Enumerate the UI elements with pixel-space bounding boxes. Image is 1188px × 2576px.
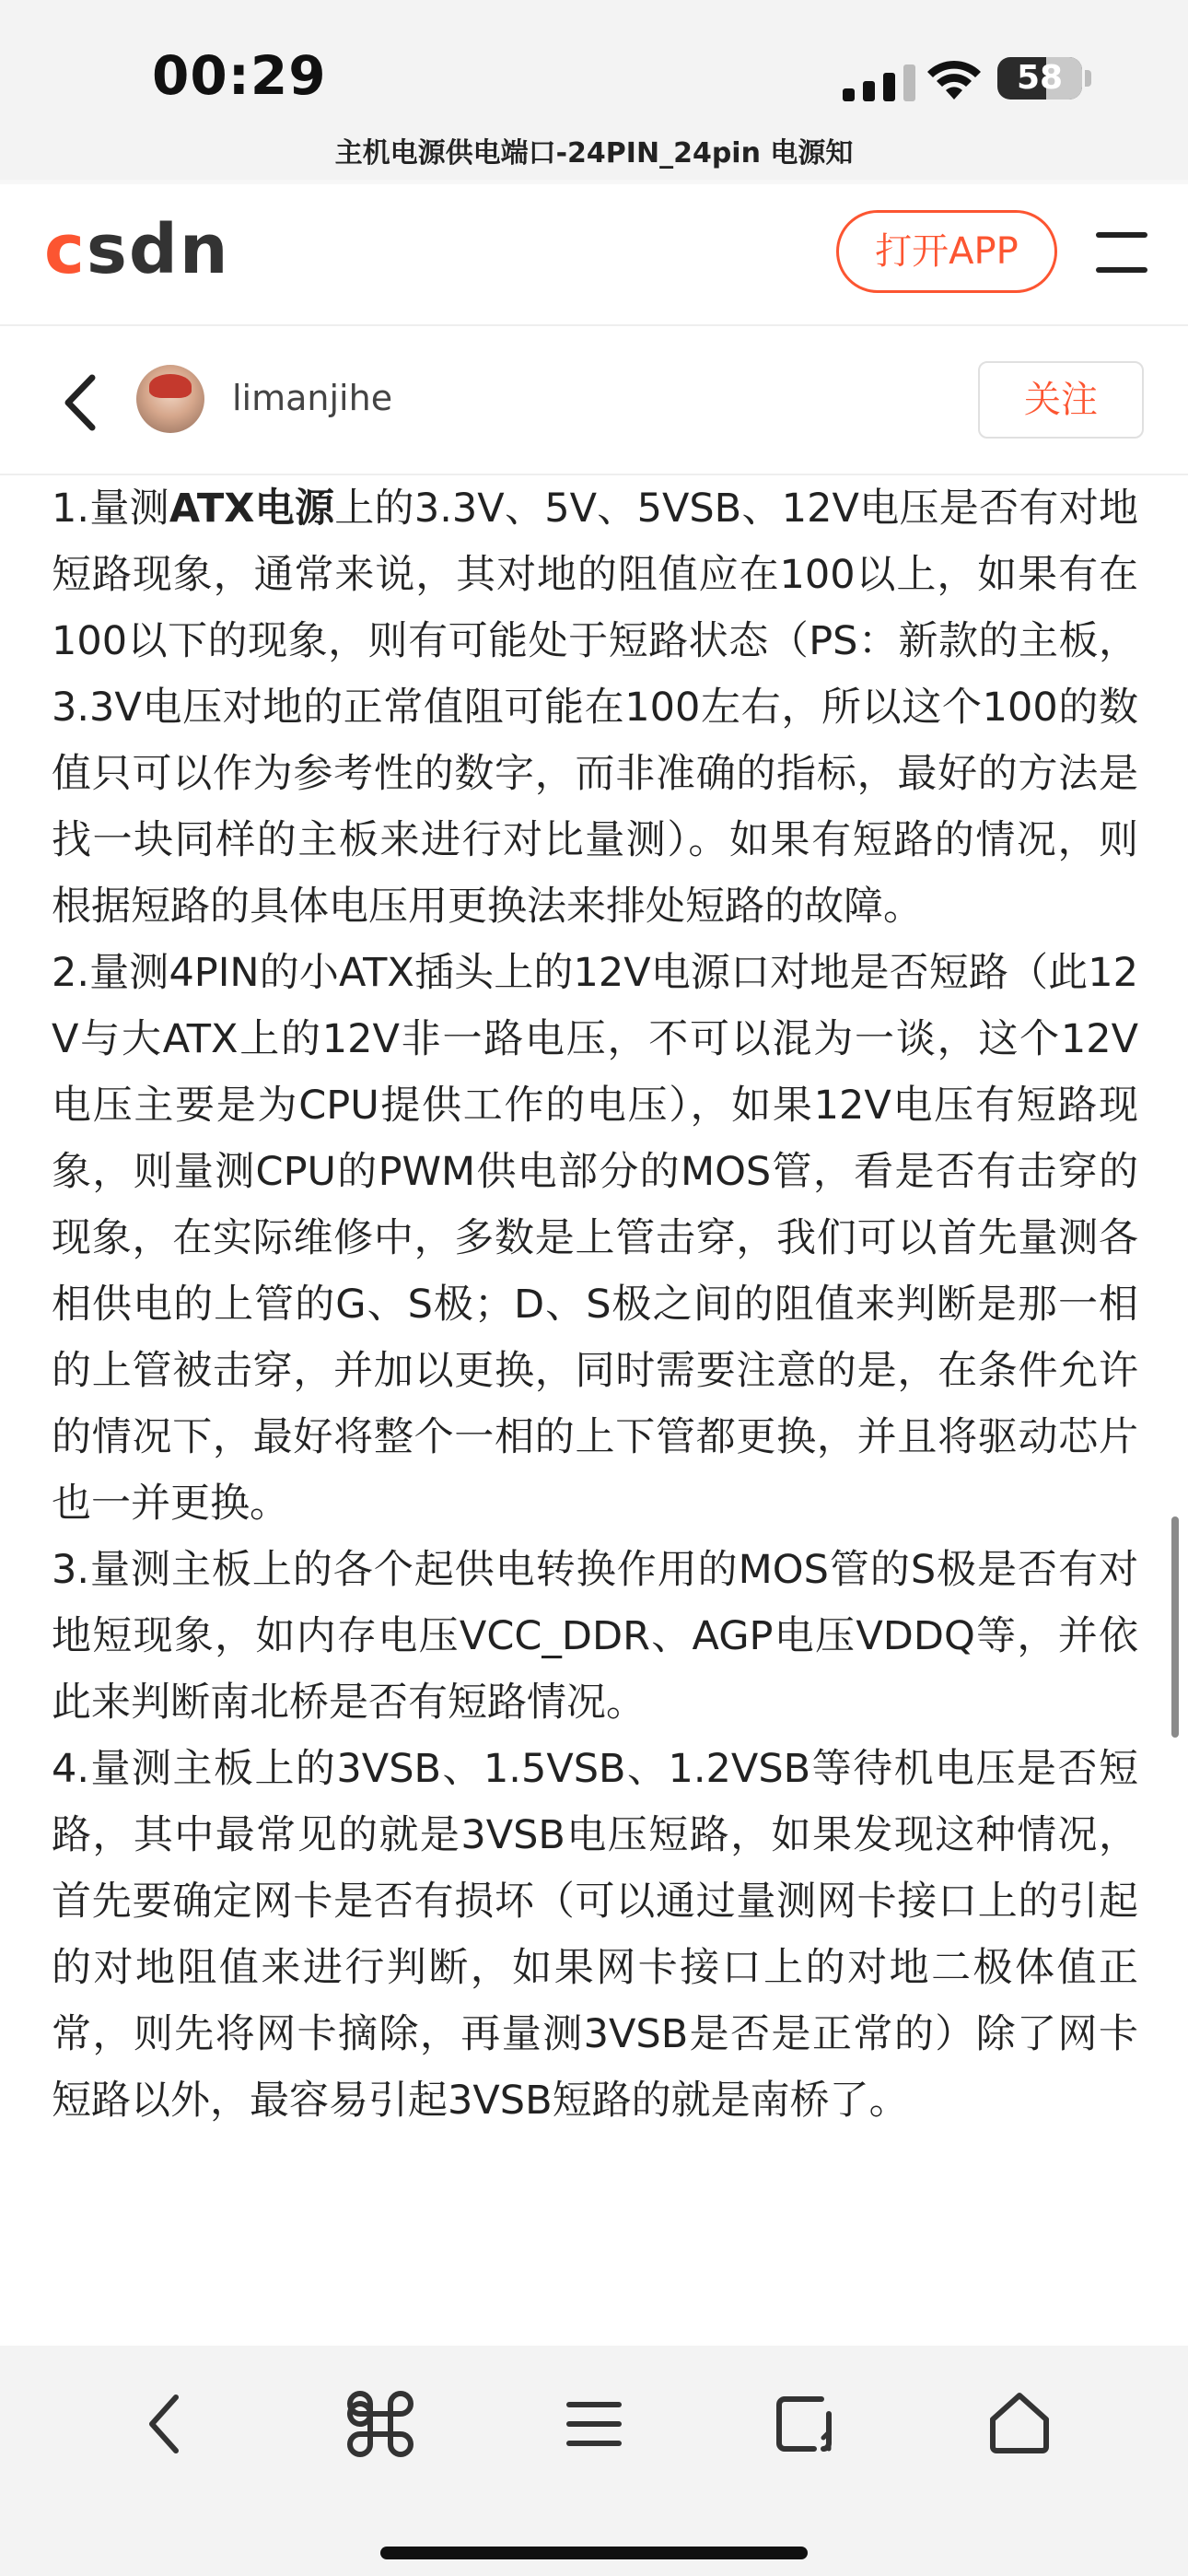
open-app-button[interactable]: 打开APP	[836, 210, 1057, 293]
p1-rest: 上的3.3V、5V、5VSB、12V电压是否有对地短路现象，通常来说，其对地的阻值应在100以上，如果有在100以下的现象，则有可能处于短路状态（PS：新款的主板，3.3V电压对地的正常值阻可能在100左右，所以这个100的数值只可以作为参考性的数字，而非准确的指标，最好的方法是找一块同样的主板来进行对比量测）。如果有短路的情况，则根据短路的具体电压用更换法来排处短路的故障。	[52, 486, 1138, 930]
article-paragraph-3: 3.量测主板上的各个起供电转换作用的MOS管的S极是否有对地短现象，如内存电压VCC_DDR、AGP电压VDDQ等，并依此来判断南北桥是否有短路情况。	[52, 1547, 1138, 1726]
vertical-scrollbar[interactable]	[1171, 1516, 1179, 1738]
menu-icon[interactable]	[553, 2383, 635, 2465]
home-icon[interactable]	[978, 2383, 1061, 2465]
browser-title-bar[interactable]	[0, 124, 1188, 180]
follow-button[interactable]: 关注	[978, 361, 1144, 439]
battery-tip	[1085, 70, 1091, 87]
status-time: 00:29	[152, 44, 327, 107]
logo-rest: sdn	[86, 210, 230, 289]
status-bar	[0, 0, 1188, 124]
tabs-icon[interactable]	[764, 2383, 847, 2465]
article-paragraph-2: 2.量测4PIN的小ATX插头上的12V电源口对地是否短路（此12V与大ATX上的12V非一路电压，不可以混为一谈，这个12V电压主要是为CPU提供工作的电压），如果12V电压有短路现象，则量测CPU的PWM供电部分的MOS管，看是否有击穿的现象，在实际维修中，多数是上管击穿，我们可以首先量测各相供电的上管的G、S极；D、S极之间的阻值来判断是那一相的上管被击穿，并加以更换，同时需要注意的是，在条件允许的情况下，最好将整个一相的上下管都更换，并且将驱动芯片也一并更换。	[52, 950, 1138, 1527]
article-paragraph-1	[52, 475, 1138, 940]
article-paragraph-4: 4.量测主板上的3VSB、1.5VSB、1.2VSB等待机电压是否短路，其中最常见的就是3VSB电压短路，如果发现这种情况，首先要确定网卡是否有损坏（可以通过量测网卡接口上的引起的对地阻值来进行判断，如果网卡接口上的对地二极体值正常，则先将网卡摘除，再量测3VSB是否是正常的）除了网卡短路以外，最容易引起3VSB短路的就是南桥了。	[52, 1746, 1138, 2124]
command-icon[interactable]	[339, 2383, 422, 2465]
article-body	[0, 475, 1188, 2346]
csdn-logo[interactable]	[44, 210, 230, 289]
battery-level: 58	[1016, 59, 1064, 97]
hamburger-menu-icon[interactable]	[1096, 232, 1147, 275]
p1-prefix: 1.量测	[52, 486, 169, 532]
back-chevron-icon[interactable]	[53, 370, 109, 435]
browser-toolbar	[0, 2346, 1188, 2576]
cellular-signal-icon	[843, 64, 916, 101]
site-header	[0, 184, 1188, 326]
p1-bold: ATX电源	[169, 486, 335, 532]
home-indicator[interactable]	[380, 2547, 808, 2559]
author-name[interactable]: limanjihe	[232, 378, 393, 418]
author-bar	[0, 326, 1188, 475]
author-avatar[interactable]	[136, 365, 204, 433]
wifi-icon	[926, 57, 983, 101]
logo-c: c	[44, 210, 87, 289]
battery-icon	[997, 57, 1082, 100]
back-icon[interactable]	[124, 2383, 207, 2465]
page-title: 主机电源供电端口-24PIN_24pin 电源知	[334, 137, 854, 170]
